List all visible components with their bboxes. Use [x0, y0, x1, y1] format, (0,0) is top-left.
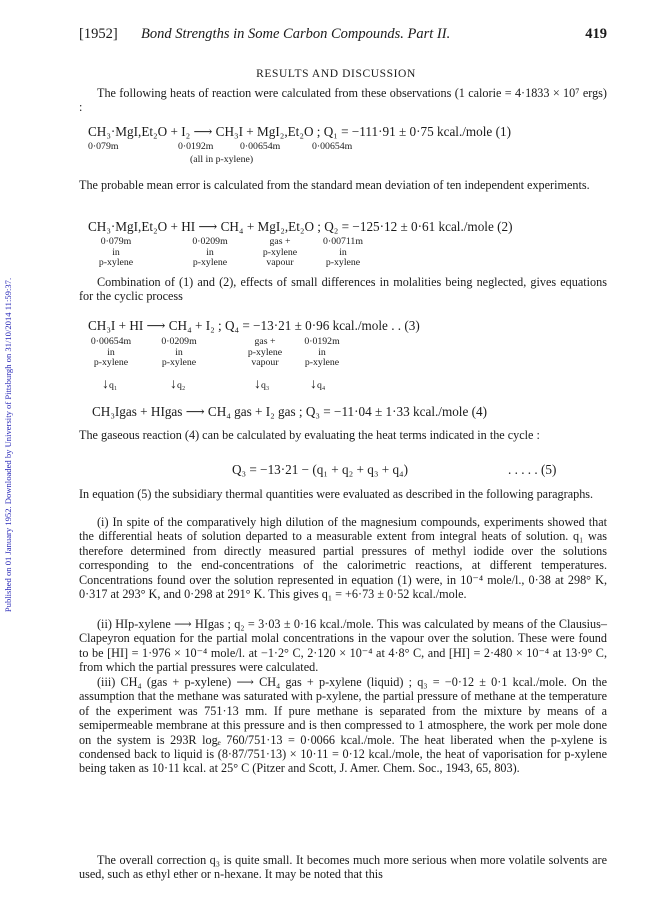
page-number: 419 [585, 26, 607, 42]
paragraph-ii: (ii) HIp-xylene ⟶ HIgas ; q₂ = 3·03 ± 0·16 kcal./mole. This was calculated by means of the Clausius–Clapeyron equation for the partial molal concentrations in the vapour over the solution. These were found to be [HI] = 1·976 × 10⁻⁴ mole/l. at −1·2° C, 2·120 × 10⁻⁴ at 4·8° C, and [HI] = 2·480 × 10⁻⁴ at 13·9° C, from which the partial pressures were calculated. [79, 617, 607, 675]
equation-5: Q₃ = −13·21 − (q₁ + q₂ + q₃ + q₄) [232, 462, 409, 477]
equation-5-number: . . . . . (5) [508, 462, 557, 477]
paragraph-iii: (iii) CH₄ (gas + p-xylene) ⟶ CH₄ gas + p-xylene (liquid) ; q₃ = −0·12 ± 0·1 kcal./mole. On the assumption that the methane was saturated with p-xylene, the partial pressure of methane at the temperature of the experiment was 751·13 mm. If pure methane is separated from the mixture by means of a semipermeable membrane at this pressure and is then compressed to 1 atmosphere, the work per mole done on the system is 293R logₑ 760/751·13 = 0·0066 kcal./mole. The heat liberated when the p-xylene is condensed back to liquid is (8·87/751·13) × 10·11 = 0·12 kcal./mole, the heat of vaporisation for p-xylene being taken as 10·11 kcal. at 25° C (Pitzer and Scott, J. Amer. Chem. Soc., 1943, 65, 803). [79, 675, 607, 776]
header-title: Bond Strengths in Some Carbon Compounds. Part II. [141, 26, 451, 42]
eq2-col-1: 0·079m in p-xylene [98, 236, 134, 269]
eq1-conc-3: 0·00654m [240, 141, 281, 152]
download-watermark [0, 0, 18, 911]
eq3-col-4: 0·0192m in p-xylene [304, 336, 340, 369]
eq1-conc-1: 0·079m [88, 141, 119, 152]
equation-3: CH₃I + HI ⟶ CH₄ + I₂ ; Q₄ = −13·21 ± 0·96 kcal./mole . . (3) [88, 318, 420, 333]
paragraph-i: (i) In spite of the comparatively high dilution of the magnesium compounds, experiments showed that the differential heats of solution departed to a measurable extent from integral heats of solution. q₁ was therefore determined from directly measured partial pressures of methyl iodide over the solutions corresponding to the end-concentrations of the calorimetric reactions, at different temperatures. Concentrations found over the solution represented in equation (1) were, in 10⁻⁴ mole/l., 0·38 at 298° K, 0·317 at 293° K, and 0·298 at 291° K. This gives q₁ = +6·73 ± 0·52 kcal./mole. [79, 515, 607, 602]
eq3-col-3: gas + p-xylene vapour [247, 336, 283, 369]
section-title: RESULTS AND DISCUSSION [256, 68, 416, 80]
cycle-arrow-q3: ↓q₃ [254, 377, 270, 392]
cycle-arrow-q1: ↓q₁ [102, 377, 118, 392]
cycle-arrow-q2: ↓q₂ [170, 377, 186, 392]
equation-1: CH₃·MgI,Et₂O + I₂ ⟶ CH₃I + MgI₂,Et₂O ; Q₁ = −111·91 ± 0·75 kcal./mole (1) [88, 124, 511, 139]
eq2-col-4: 0·00711m in p-xylene [323, 236, 363, 269]
eq3-col-2: 0·0209m in p-xylene [161, 336, 197, 369]
paragraph-combination: Combination of (1) and (2), effects of small differences in molalities being neglected, gives equations for the cyclic process [79, 275, 607, 304]
paragraph-mean-error: The probable mean error is calculated from the standard mean deviation of ten independent experiments. [79, 178, 590, 192]
eq1-conc-4: 0·00654m [312, 141, 353, 152]
equation-2: CH₃·MgI,Et₂O + HI ⟶ CH₄ + MgI₂,Et₂O ; Q₂ = −125·12 ± 0·61 kcal./mole (2) [88, 219, 513, 234]
eq2-col-3: gas + p-xylene vapour [262, 236, 298, 269]
eq3-col-1: 0·00654m in p-xylene [90, 336, 132, 369]
running-header [79, 26, 607, 46]
equation-4: CH₃Igas + HIgas ⟶ CH₄ gas + I₂ gas ; Q₃ = −11·04 ± 1·33 kcal./mole (4) [92, 404, 487, 419]
paragraph-intro: The following heats of reaction were calculated from these observations (1 calorie = 4·1833 × 10⁷ ergs) : [79, 86, 607, 115]
eq2-col-2: 0·0209m in p-xylene [192, 236, 228, 269]
cycle-arrow-q4: ↓q₄ [310, 377, 326, 392]
eq1-conc-2: 0·0192m [178, 141, 214, 152]
watermark-text: Published on 01 January 1952. Downloaded by University of Pittsburgh on 31/10/2014 11:59:37. [3, 277, 13, 613]
paragraph-gaseous: The gaseous reaction (4) can be calculated by evaluating the heat terms indicated in the cycle : [79, 428, 540, 442]
header-year: [1952] [79, 26, 118, 42]
paragraph-eq5: In equation (5) the subsidiary thermal quantities were evaluated as described in the following paragraphs. [79, 487, 594, 501]
paragraph-overall: The overall correction q₃ is quite small. It becomes much more serious when more volatile solvents are used, such as ethyl ether or n-hexane. It may be noted that this [79, 853, 607, 882]
eq1-note: (all in p-xylene) [190, 154, 254, 165]
